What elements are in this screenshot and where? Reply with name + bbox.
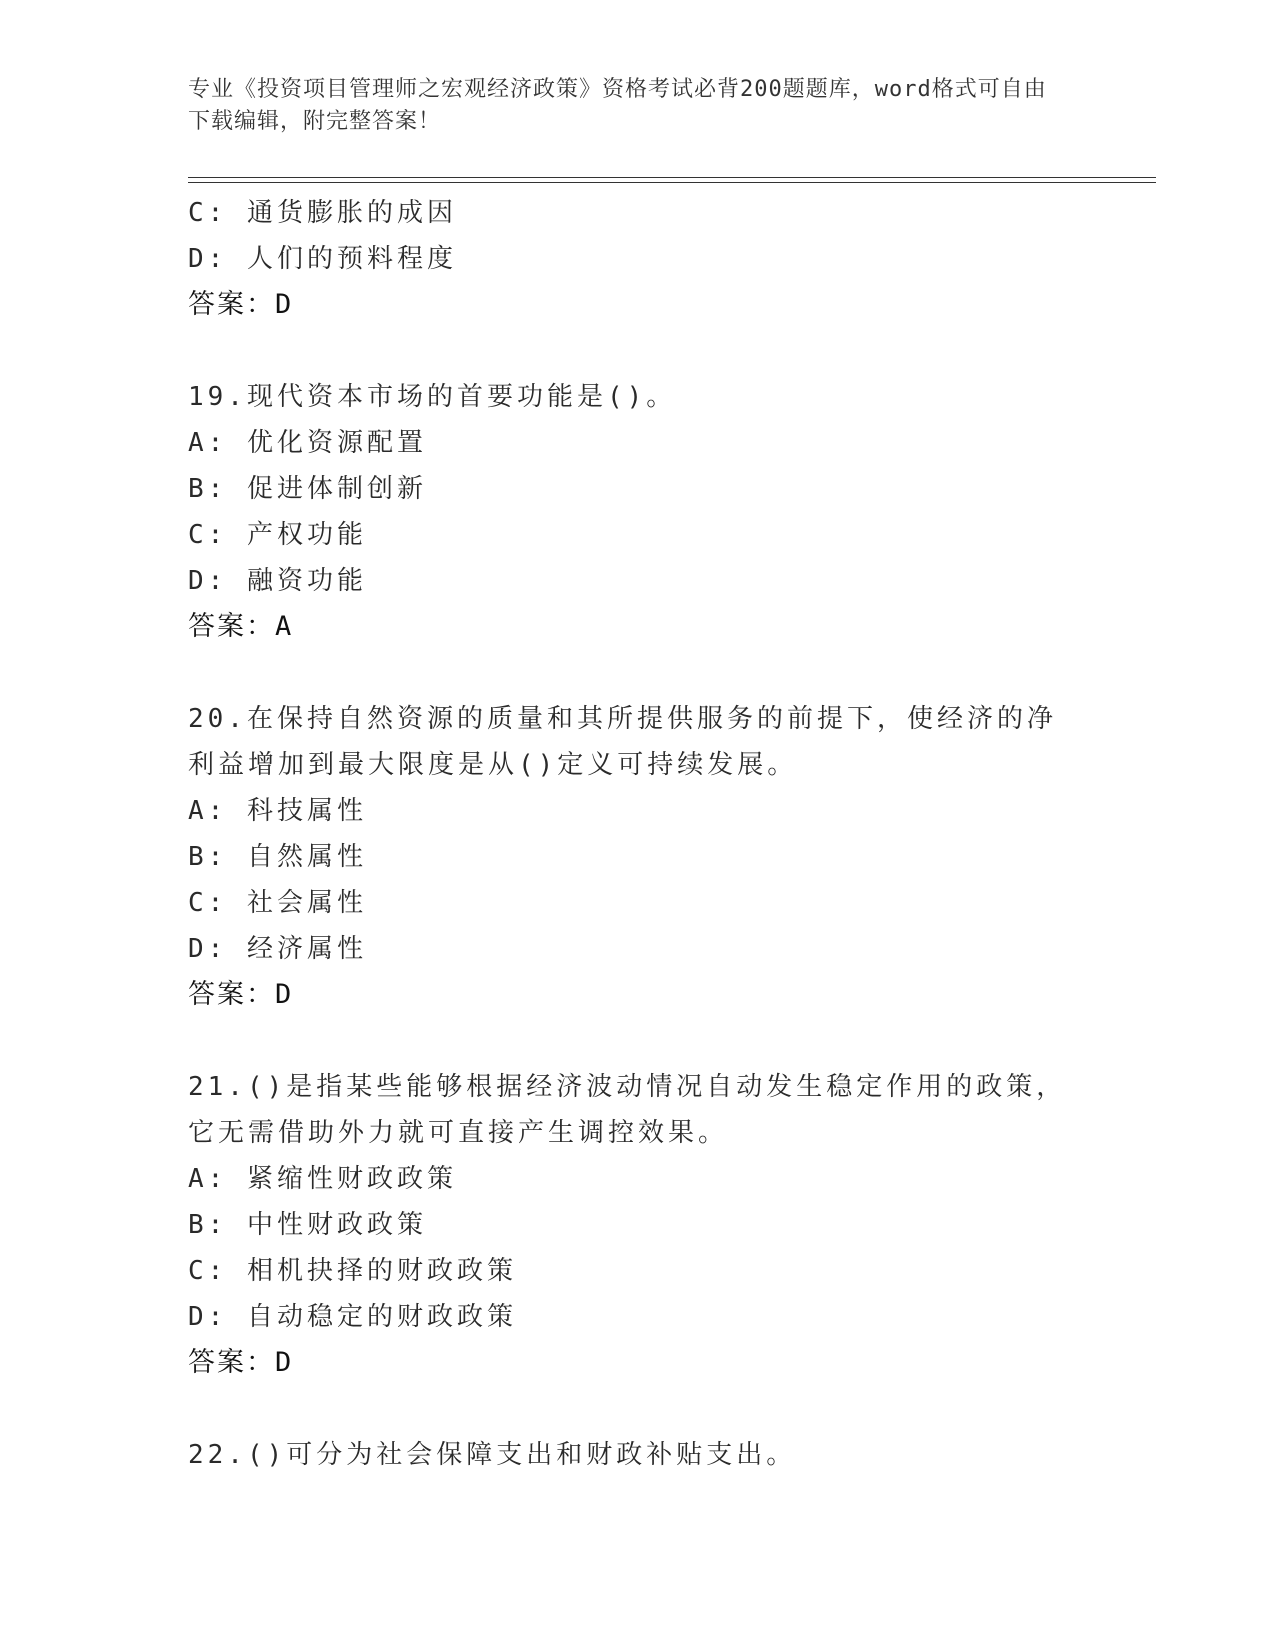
- header-title: 专业《投资项目管理师之宏观经济政策》资格考试必背200题题库，word格式可自由下载编辑，附完整答案！: [188, 77, 1047, 134]
- option-line: A: 优化资源配置: [188, 428, 427, 458]
- option-line: A: 科技属性: [188, 796, 367, 826]
- option-line: C: 相机抉择的财政政策: [188, 1256, 517, 1286]
- answer-line: 答案：A: [188, 611, 294, 642]
- question-22: 22.()可分为社会保障支出和财政补贴支出。: [188, 1440, 797, 1470]
- option-line: D: 自动稳定的财政政策: [188, 1302, 517, 1332]
- option-line: C: 社会属性: [188, 888, 367, 918]
- option-line: C: 产权功能: [188, 520, 367, 550]
- option-line: B: 中性财政政策: [188, 1210, 427, 1240]
- option-line: B: 促进体制创新: [188, 474, 427, 504]
- question-list: [188, 190, 1088, 1478]
- question-20: 20.在保持自然资源的质量和其所提供服务的前提下，使经济的净利益增加到最大限度是从()定义可持续发展。: [188, 704, 1057, 780]
- page-header: [188, 74, 1068, 138]
- option-line: C: 通货膨胀的成因: [188, 198, 457, 228]
- option-line: D: 人们的预料程度: [188, 244, 457, 274]
- option-line: A: 紧缩性财政政策: [188, 1164, 457, 1194]
- answer-line: 答案：D: [188, 289, 294, 320]
- question-19: 19.现代资本市场的首要功能是()。: [188, 382, 677, 412]
- option-line: D: 经济属性: [188, 934, 367, 964]
- option-line: D: 融资功能: [188, 566, 367, 596]
- answer-line: 答案：D: [188, 979, 294, 1010]
- header-rule-bottom: [188, 182, 1156, 183]
- answer-line: 答案：D: [188, 1347, 294, 1378]
- option-line: B: 自然属性: [188, 842, 367, 872]
- header-rule-top: [188, 177, 1156, 178]
- question-21: 21.()是指某些能够根据经济波动情况自动发生稳定作用的政策，它无需借助外力就可直接产生调控效果。: [188, 1072, 1067, 1148]
